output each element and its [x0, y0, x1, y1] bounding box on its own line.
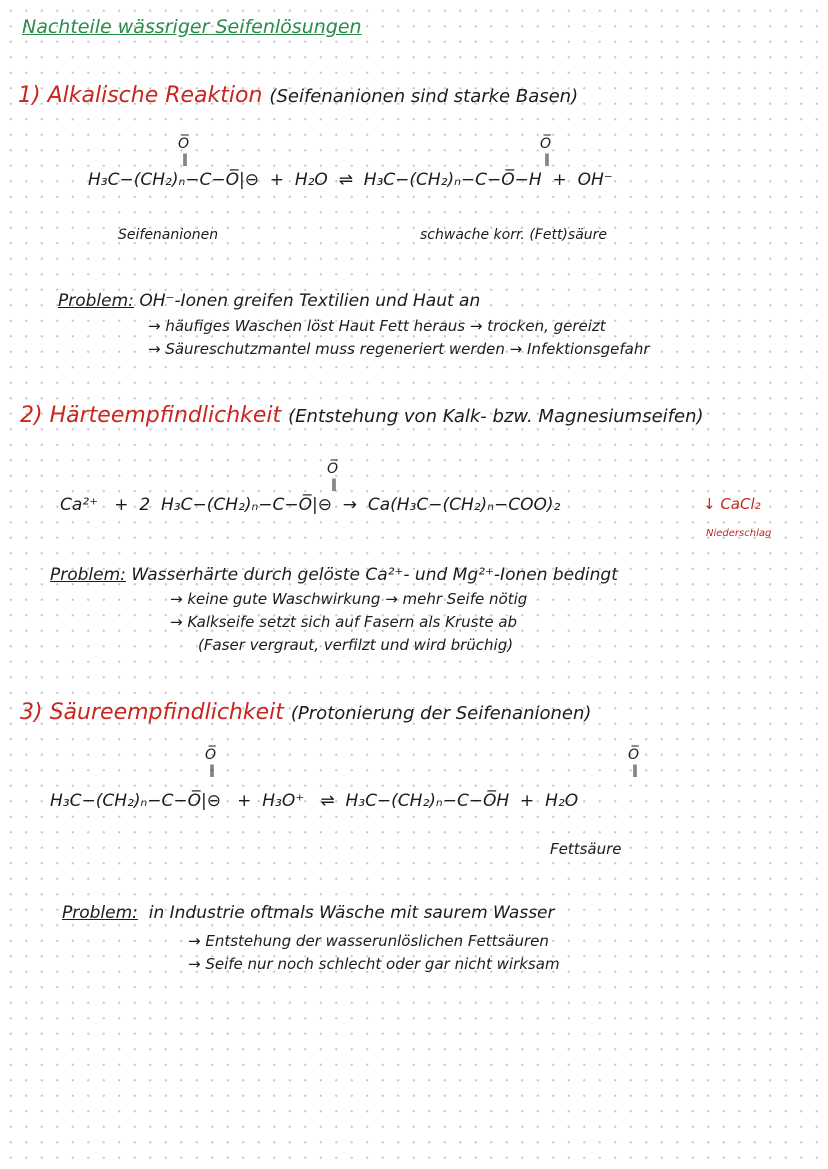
eq3-plus-2: +	[520, 791, 535, 811]
eq3-soap-anion: H₃C−(CH₂)ₙ−C−O̅|⊖	[50, 791, 221, 811]
section-1-problem	[58, 291, 480, 311]
eq2-double-bond: ‖	[331, 477, 337, 491]
section-3-problem-text: in Industrie oftmals Wäsche mit saurem Wasser	[148, 903, 555, 923]
section-1-title: Alkalische Reaktion	[47, 83, 263, 108]
eq2-soap-anion: H₃C−(CH₂)ₙ−C−O̅|⊖	[161, 495, 332, 515]
eq1-plus: +	[269, 170, 285, 190]
page-title: Nachteile wässriger Seifenlösungen	[22, 16, 362, 38]
section-1-bullet-2: → Säureschutzmantel muss regeneriert werden → Infektionsgefahr	[148, 340, 650, 358]
eq2-plus: +	[114, 495, 129, 515]
eq1-equilibrium-arrow: ⇌	[338, 170, 353, 190]
eq2-calcium-ion: Ca²⁺	[60, 495, 99, 515]
section-3-number: 3)	[20, 700, 43, 725]
eq3-left-double-bond: ‖	[209, 763, 215, 777]
section-2-bullet-1: → keine gute Waschwirkung → mehr Seife nötig	[170, 590, 528, 608]
eq1-plus-2: +	[552, 170, 567, 190]
section-1-number: 1)	[18, 83, 41, 108]
eq2-carbonyl-oxygen: O̅	[327, 461, 339, 477]
eq1-right-double-bond: ‖	[544, 152, 550, 166]
equation-2	[60, 495, 560, 515]
eq1-label-weak-acid: schwache korr. (Fett)säure	[420, 227, 608, 243]
eq3-right-double-bond: ‖	[632, 763, 638, 777]
eq2-calcium-soap: Ca(H₃C−(CH₂)ₙ−COO)₂	[367, 495, 561, 515]
eq3-equilibrium-arrow: ⇌	[320, 791, 335, 811]
eq1-fatty-acid: H₃C−(CH₂)ₙ−C−O̅−H	[363, 170, 542, 190]
eq3-left-carbonyl-oxygen: O̅	[205, 747, 217, 763]
section-1-problem-label: Problem:	[58, 291, 134, 311]
eq3-plus: +	[237, 791, 252, 811]
eq3-hydronium: H₃O⁺	[262, 791, 305, 811]
section-1-subtitle: (Seifenanionen sind starke Basen)	[269, 86, 579, 107]
section-3-heading	[20, 700, 591, 725]
section-1-heading	[18, 83, 578, 108]
eq2-reaction-arrow: →	[342, 495, 358, 515]
eq3-water: H₂O	[545, 791, 579, 811]
eq1-soap-anion: H₃C−(CH₂)ₙ−C−O̅|⊖	[88, 170, 259, 190]
equation-1	[88, 170, 613, 190]
section-3-bullet-1: → Entstehung der wasserunlöslichen Fettsäuren	[188, 932, 549, 950]
section-3-problem	[62, 903, 555, 923]
section-2-subtitle: (Entstehung von Kalk- bzw. Magnesiumseifen)	[288, 406, 704, 427]
section-2-problem-text: Wasserhärte durch gelöste Ca²⁺- und Mg²⁺-Ionen bedingt	[131, 565, 618, 585]
section-3-title: Säureempfindlichkeit	[49, 700, 284, 725]
eq3-right-carbonyl-oxygen: O̅	[628, 747, 640, 763]
section-2-number: 2)	[20, 403, 43, 428]
section-2-problem-label: Problem:	[50, 565, 126, 585]
section-3-bullet-2: → Seife nur noch schlecht oder gar nicht wirksam	[188, 955, 560, 973]
section-2-bullet-2: → Kalkseife setzt sich auf Fasern als Kruste ab	[170, 613, 518, 631]
section-2-heading	[20, 403, 704, 428]
eq1-left-double-bond: ‖	[182, 152, 188, 166]
eq2-precipitate: ↓ CaCl₂	[703, 495, 761, 513]
section-1-bullet-1: → häufiges Waschen löst Haut Fett heraus → trocken, gereizt	[148, 317, 606, 335]
eq3-label-fatty-acid: Fettsäure	[550, 840, 622, 858]
eq3-fatty-acid: H₃C−(CH₂)ₙ−C−O̅H	[345, 791, 510, 811]
eq2-coefficient: 2	[139, 495, 151, 515]
section-3-subtitle: (Protonierung der Seifenanionen)	[290, 703, 592, 724]
section-2-problem	[50, 565, 618, 585]
section-2-bullet-3: (Faser vergraut, verfilzt und wird brüchig)	[198, 636, 514, 654]
equation-3	[50, 791, 578, 811]
eq1-water: H₂O	[294, 170, 328, 190]
eq1-right-carbonyl-oxygen: O̅	[540, 136, 552, 152]
section-2-title: Härteempfindlichkeit	[49, 403, 282, 428]
eq1-left-carbonyl-oxygen: O̅	[178, 136, 190, 152]
eq2-precipitate-note: Niederschlag	[706, 528, 772, 539]
eq1-hydroxide: OH⁻	[577, 170, 613, 190]
section-1-problem-text: OH⁻-Ionen greifen Textilien und Haut an	[139, 291, 481, 311]
section-3-problem-label: Problem:	[62, 903, 138, 923]
eq1-label-soap-anions: Seifenanionen	[118, 227, 219, 243]
